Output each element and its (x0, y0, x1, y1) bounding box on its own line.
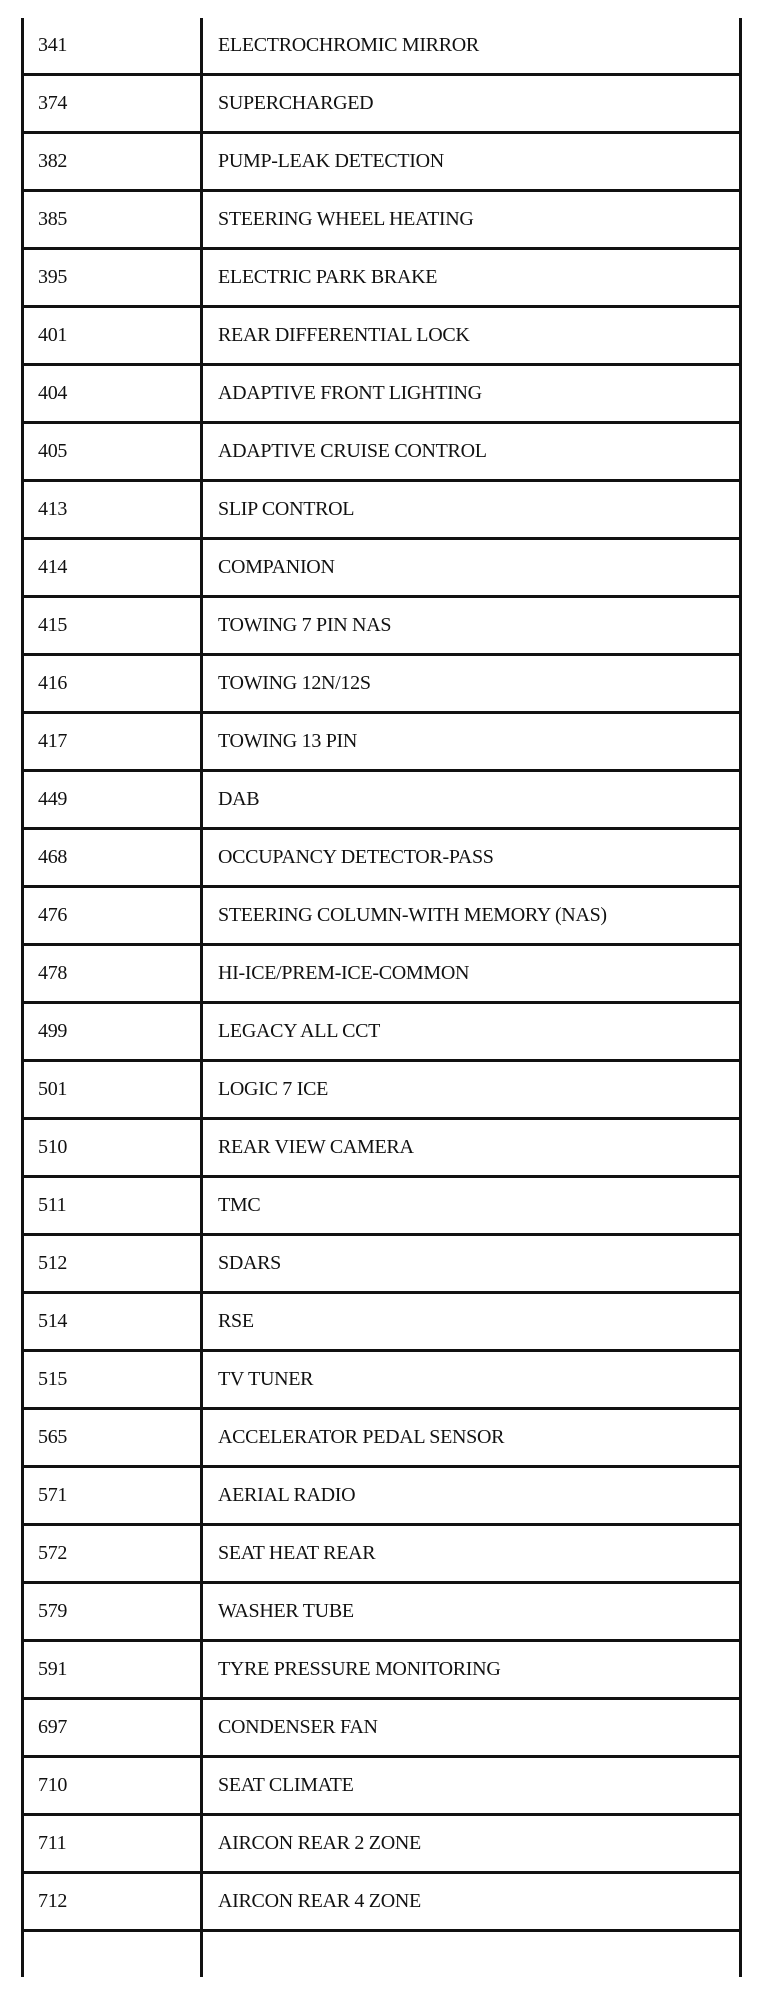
feature-cell: PUMP-LEAK DETECTION (203, 134, 742, 189)
code-cell: 478 (21, 946, 203, 1001)
feature-cell: OCCUPANCY DETECTOR-PASS (203, 830, 742, 885)
table-row (21, 1294, 742, 1352)
feature-cell: STEERING WHEEL HEATING (203, 192, 742, 247)
code-cell: 572 (21, 1526, 203, 1581)
code-cell: 511 (21, 1178, 203, 1233)
code-cell: 514 (21, 1294, 203, 1349)
feature-cell: STEERING COLUMN-WITH MEMORY (NAS) (203, 888, 742, 943)
feature-cell: AIRCON REAR 2 ZONE (203, 1816, 742, 1871)
table-row (21, 1004, 742, 1062)
code-cell: 374 (21, 76, 203, 131)
code-cell: 341 (21, 18, 203, 73)
code-cell: 449 (21, 772, 203, 827)
code-cell: 415 (21, 598, 203, 653)
code-cell: 416 (21, 656, 203, 711)
table-row (21, 18, 742, 76)
table-row (21, 1062, 742, 1120)
table-row (21, 656, 742, 714)
feature-cell: AERIAL RADIO (203, 1468, 742, 1523)
table-row (21, 1178, 742, 1236)
feature-cell: SUPERCHARGED (203, 76, 742, 131)
feature-cell: AIRCON REAR 4 ZONE (203, 1874, 742, 1929)
feature-cell: CONDENSER FAN (203, 1700, 742, 1755)
code-cell: 512 (21, 1236, 203, 1291)
feature-cell: REAR VIEW CAMERA (203, 1120, 742, 1175)
code-cell: 417 (21, 714, 203, 769)
feature-cell: ACCELERATOR PEDAL SENSOR (203, 1410, 742, 1465)
table-row (21, 1120, 742, 1178)
code-cell: 711 (21, 1816, 203, 1871)
code-cell: 515 (21, 1352, 203, 1407)
feature-cell: SLIP CONTROL (203, 482, 742, 537)
feature-cell: ADAPTIVE CRUISE CONTROL (203, 424, 742, 479)
feature-cell: TYRE PRESSURE MONITORING (203, 1642, 742, 1697)
code-cell: 591 (21, 1642, 203, 1697)
table-row (21, 250, 742, 308)
feature-code-table (21, 18, 742, 1977)
feature-cell: ADAPTIVE FRONT LIGHTING (203, 366, 742, 421)
code-cell: 579 (21, 1584, 203, 1639)
feature-cell: ELECTROCHROMIC MIRROR (203, 18, 742, 73)
code-cell: 395 (21, 250, 203, 305)
feature-cell: LOGIC 7 ICE (203, 1062, 742, 1117)
feature-cell: REAR DIFFERENTIAL LOCK (203, 308, 742, 363)
table-row (21, 308, 742, 366)
code-cell: 499 (21, 1004, 203, 1059)
feature-cell: HI-ICE/PREM-ICE-COMMON (203, 946, 742, 1001)
code-cell: 468 (21, 830, 203, 885)
table-row (21, 366, 742, 424)
code-cell: 565 (21, 1410, 203, 1465)
table-row (21, 76, 742, 134)
table-row (21, 540, 742, 598)
table-row (21, 1584, 742, 1642)
table-row (21, 1410, 742, 1468)
feature-cell: SEAT HEAT REAR (203, 1526, 742, 1581)
table-row (21, 1758, 742, 1816)
code-cell: 382 (21, 134, 203, 189)
code-cell: 405 (21, 424, 203, 479)
table-row (21, 1642, 742, 1700)
table-row (21, 714, 742, 772)
table-row (21, 1874, 742, 1932)
code-cell: 385 (21, 192, 203, 247)
code-cell: 413 (21, 482, 203, 537)
feature-cell: WASHER TUBE (203, 1584, 742, 1639)
feature-cell: SDARS (203, 1236, 742, 1291)
table-row (21, 1468, 742, 1526)
feature-cell: SEAT CLIMATE (203, 1758, 742, 1813)
table-row (21, 192, 742, 250)
feature-cell: TOWING 12N/12S (203, 656, 742, 711)
table-row (21, 1352, 742, 1410)
table-row (21, 888, 742, 946)
code-cell: 710 (21, 1758, 203, 1813)
table-row (21, 1816, 742, 1874)
feature-cell: TV TUNER (203, 1352, 742, 1407)
table-row (21, 424, 742, 482)
code-cell: 404 (21, 366, 203, 421)
code-cell: 401 (21, 308, 203, 363)
table-row (21, 1236, 742, 1294)
code-cell: 510 (21, 1120, 203, 1175)
table-row (21, 1526, 742, 1584)
feature-cell: DAB (203, 772, 742, 827)
code-cell: 571 (21, 1468, 203, 1523)
table-row (21, 134, 742, 192)
table-row (21, 482, 742, 540)
table-row (21, 598, 742, 656)
code-cell (21, 1932, 203, 1977)
feature-cell: LEGACY ALL CCT (203, 1004, 742, 1059)
table-row (21, 946, 742, 1004)
code-cell: 712 (21, 1874, 203, 1929)
code-cell: 414 (21, 540, 203, 595)
feature-cell: TOWING 7 PIN NAS (203, 598, 742, 653)
table-row-empty (21, 1932, 742, 1977)
code-cell: 501 (21, 1062, 203, 1117)
table-row (21, 772, 742, 830)
feature-cell: RSE (203, 1294, 742, 1349)
feature-cell: TOWING 13 PIN (203, 714, 742, 769)
code-cell: 697 (21, 1700, 203, 1755)
feature-cell: COMPANION (203, 540, 742, 595)
code-cell: 476 (21, 888, 203, 943)
feature-cell: TMC (203, 1178, 742, 1233)
feature-cell: ELECTRIC PARK BRAKE (203, 250, 742, 305)
table-row (21, 1700, 742, 1758)
feature-cell (203, 1932, 742, 1977)
table-row (21, 830, 742, 888)
